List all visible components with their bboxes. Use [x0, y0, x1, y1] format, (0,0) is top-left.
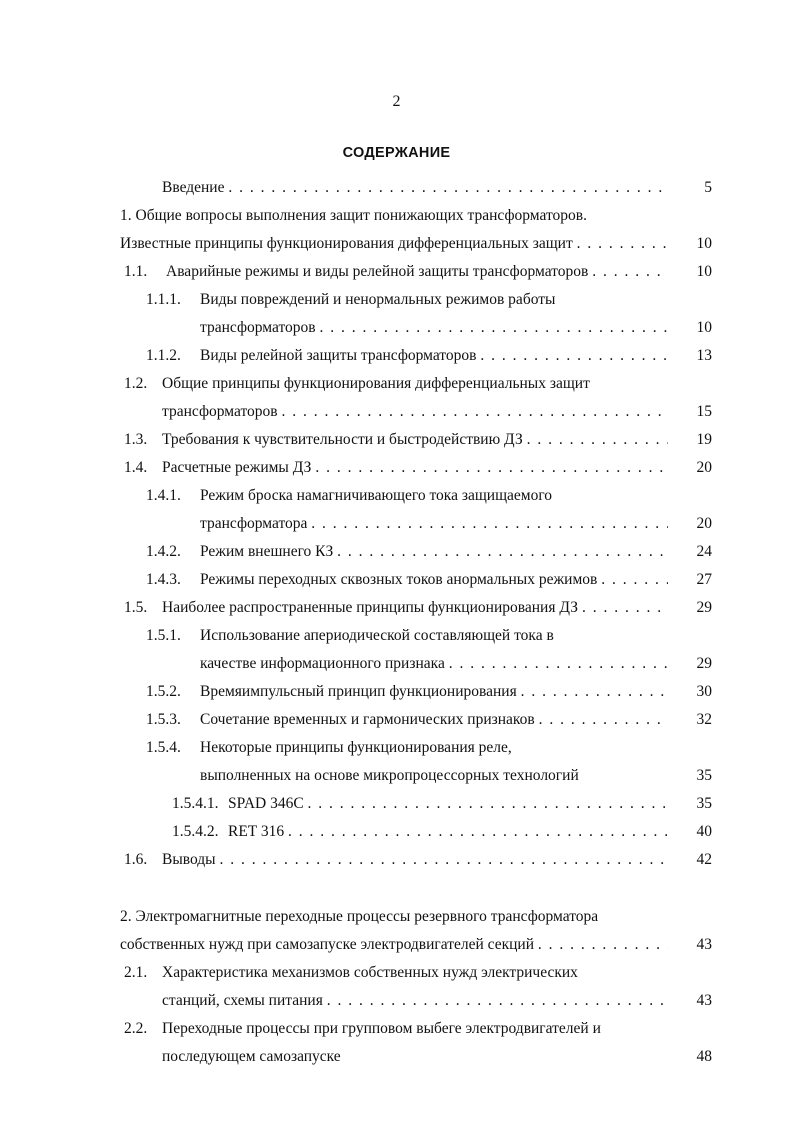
- toc-page-number: 43: [696, 936, 712, 953]
- toc-entry-1-4-3: [146, 569, 668, 591]
- toc-entry-chapter-1: [120, 205, 680, 227]
- toc-entry-1-5-4-2: [172, 821, 668, 843]
- toc-entry-1-3: [124, 429, 668, 451]
- page-number: 2: [392, 93, 401, 110]
- toc-entry-number: 1.1.: [124, 263, 148, 280]
- toc-entry-number: 2.2.: [124, 1020, 148, 1037]
- toc-page-number: 43: [696, 992, 712, 1009]
- toc-entry-1-1-1: [146, 289, 686, 311]
- toc-entry-title: Сочетание временных и гармонических признаков: [200, 711, 535, 728]
- toc-entry-title: станций, схемы питания: [162, 992, 323, 1009]
- toc-entry-1-1-1-cont: [200, 317, 668, 339]
- toc-entry-2-1: [124, 962, 684, 984]
- toc-entry-title: качестве информационного признака: [200, 655, 445, 672]
- toc-entry-title: RET 316: [228, 823, 285, 840]
- toc-title: СОДЕРЖАНИЕ: [342, 145, 451, 161]
- toc-page-number: 10: [696, 319, 712, 336]
- toc-entry-number: 1.2.: [124, 375, 148, 392]
- toc-entry-chapter-2-cont: [120, 934, 668, 956]
- toc-entry-1-4-2: [146, 541, 668, 563]
- toc-entry-title: Режимы переходных сквозных токов анормальных режимов: [200, 571, 598, 588]
- toc-entry-number: 1.1.1.: [146, 291, 181, 308]
- toc-page-number: 24: [696, 543, 712, 560]
- toc-entry-2-1-cont: [162, 990, 668, 1012]
- toc-entry-1-5-4-cont: [200, 765, 668, 787]
- toc-entry-title: Требования к чувствительности и быстродействию ДЗ: [162, 431, 523, 448]
- toc-page-number: 42: [696, 851, 712, 868]
- toc-entry-title: Характеристика механизмов собственных нужд электрических: [162, 964, 578, 981]
- toc-entry-number: 1.5.4.2.: [172, 823, 219, 840]
- toc-page-number: 10: [696, 235, 712, 252]
- toc-entry-title: Использование апериодической составляющей тока в: [200, 627, 554, 644]
- toc-entry-1-1: [124, 261, 668, 283]
- toc-entry-1-5-4-1: [172, 793, 668, 815]
- toc-entry-number: 1.4.1.: [146, 487, 181, 504]
- toc-page-number: 48: [696, 1048, 712, 1065]
- toc-page-number: 40: [696, 823, 712, 840]
- toc-entry-1-5: [124, 597, 668, 619]
- toc-entry-number: 1.5.: [124, 599, 148, 616]
- toc-entry-number: 1.1.2.: [146, 347, 181, 364]
- toc-entry-title: последующем самозапуске: [162, 1048, 341, 1065]
- toc-entry-title: Некоторые принципы функционирования реле,: [200, 739, 512, 756]
- toc-entry-title: Аварийные режимы и виды релейной защиты трансформаторов: [166, 263, 589, 280]
- toc-entry-title: трансформатора: [200, 515, 308, 532]
- toc-entry-chapter-1-cont: [120, 233, 668, 255]
- toc-page-number: 20: [696, 515, 712, 532]
- toc-entry-title: Виды повреждений и ненормальных режимов работы: [200, 291, 556, 308]
- toc-entry-title: выполненных на основе микропроцессорных технологий: [200, 767, 579, 784]
- toc-entry-1-1-2: [146, 345, 668, 367]
- toc-entry-1-4-1-cont: [200, 513, 668, 535]
- toc-entry-number: 1.6.: [124, 851, 148, 868]
- toc-entry-title: SPAD 346С: [228, 795, 304, 812]
- toc-entry-intro: [162, 177, 668, 199]
- toc-entry-number: 1.4.3.: [146, 571, 181, 588]
- toc-entry-title: Выводы: [162, 851, 216, 868]
- toc-entry-1-5-1: [146, 625, 686, 647]
- toc-page-number: 27: [696, 571, 712, 588]
- toc-entry-1-5-3: [146, 709, 668, 731]
- toc-entry-title: Известные принципы функционирования дифференциальных защит: [120, 235, 573, 252]
- toc-entry-1-2: [124, 373, 684, 395]
- toc-entry-title: Расчетные режимы ДЗ: [162, 459, 312, 476]
- toc-entry-title: Виды релейной защиты трансформаторов: [200, 347, 477, 364]
- toc-entry-2-2: [124, 1018, 684, 1040]
- toc-entry-1-5-2: [146, 681, 668, 703]
- toc-page-number: 13: [696, 347, 712, 364]
- toc-page-number: 19: [696, 431, 712, 448]
- toc-page-number: 15: [696, 403, 712, 420]
- toc-entry-title: 1. Общие вопросы выполнения защит понижающих трансформаторов.: [120, 207, 587, 224]
- toc-page-number: 30: [696, 683, 712, 700]
- toc-entry-title: Переходные процессы при групповом выбеге электродвигателей и: [162, 1020, 601, 1037]
- toc-entry-1-4-1: [146, 485, 686, 507]
- toc-entry-2-2-cont: [162, 1046, 668, 1068]
- toc-entry-number: 1.5.3.: [146, 711, 181, 728]
- toc-entry-title: Общие принципы функционирования дифференциальных защит: [162, 375, 590, 392]
- toc-page-number: 32: [696, 711, 712, 728]
- toc-entry-title: 2. Электромагнитные переходные процессы резервного трансформатора: [120, 908, 599, 925]
- toc-entry-1-5-4: [146, 737, 686, 759]
- toc-entry-number: 2.1.: [124, 964, 148, 981]
- toc-entry-title: собственных нужд при самозапуске электродвигателей секций: [120, 936, 535, 953]
- toc-entry-1-2-cont: [162, 401, 668, 423]
- toc-entry-title: Режим броска намагничивающего тока защищаемого: [200, 487, 553, 504]
- toc-entry-number: 1.5.4.1.: [172, 795, 219, 812]
- toc-entry-1-4: [124, 457, 668, 479]
- toc-entry-number: 1.5.2.: [146, 683, 181, 700]
- toc-entry-1-5-1-cont: [200, 653, 668, 675]
- toc-entry-title: Режим внешнего КЗ: [200, 543, 334, 560]
- toc-entry-number: 1.4.2.: [146, 543, 181, 560]
- toc-entry-title: трансформаторов: [200, 319, 316, 336]
- toc-page-number: 10: [696, 263, 712, 280]
- toc-entry-number: 1.3.: [124, 431, 148, 448]
- toc-page-number: 29: [696, 655, 712, 672]
- toc-entry-number: 1.4.: [124, 459, 148, 476]
- toc-entry-title: Времяимпульсный принцип функционирования: [200, 683, 517, 700]
- toc-page-number: 5: [704, 179, 712, 196]
- toc-page-number: 35: [696, 767, 712, 784]
- toc-entry-title: Введение: [162, 179, 225, 196]
- toc-entry-number: 1.5.4.: [146, 739, 181, 756]
- toc-entry-title: Наиболее распространенные принципы функционирования ДЗ: [162, 599, 579, 616]
- toc-entry-chapter-2: [120, 906, 690, 928]
- toc-page-number: 20: [696, 459, 712, 476]
- toc-entry-1-6: [124, 849, 668, 871]
- toc-page-number: 29: [696, 599, 712, 616]
- toc-entry-number: 1.5.1.: [146, 627, 181, 644]
- toc-entry-title: трансформаторов: [162, 403, 278, 420]
- toc-page-number: 35: [696, 795, 712, 812]
